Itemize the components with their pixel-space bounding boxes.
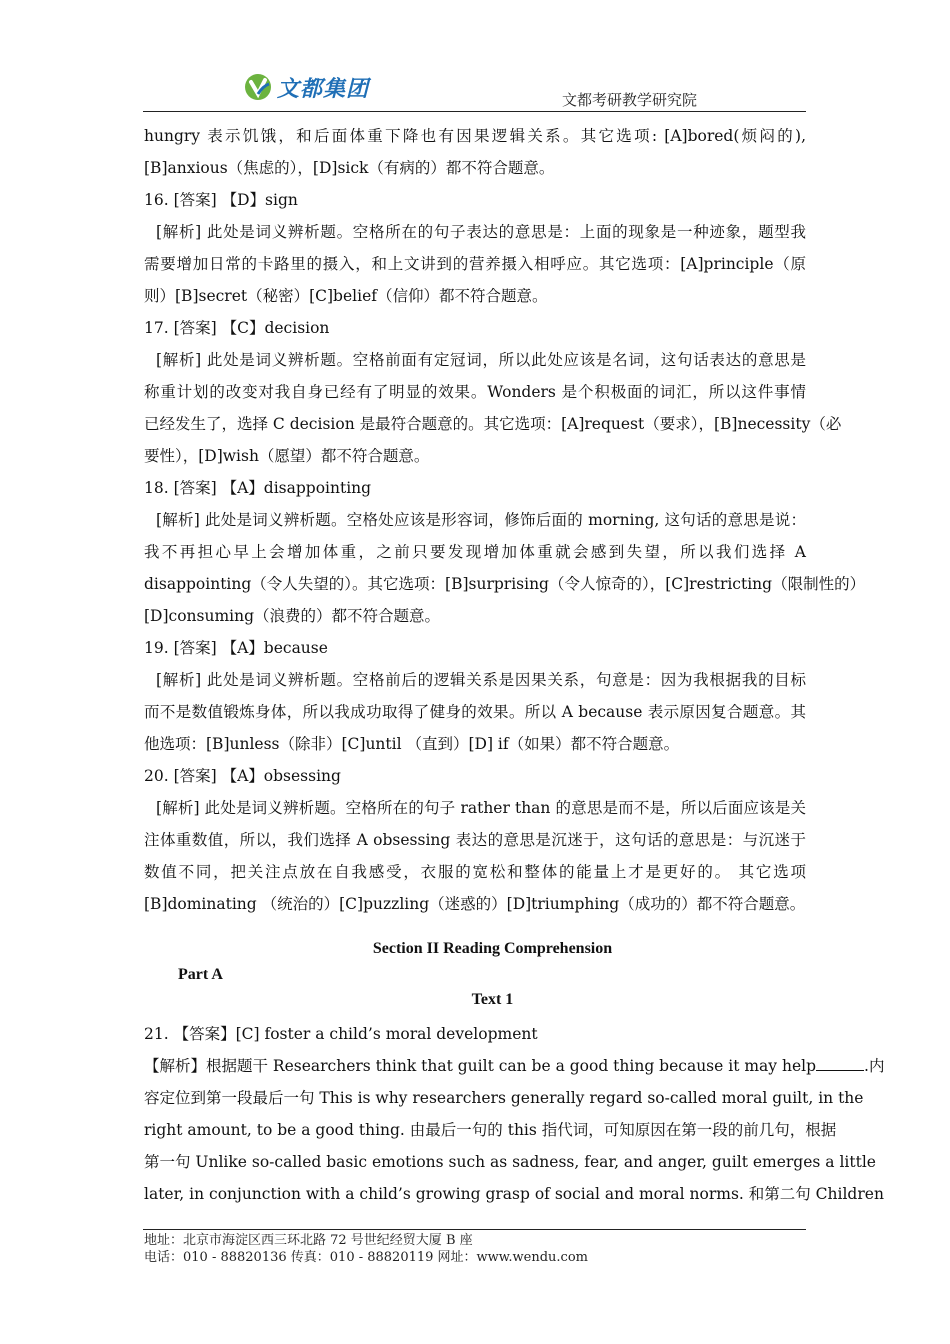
body-line: right amount, to be a good thing. 由最后一句的 this 指代词，可知原因在第一段的前几句，根据 <box>144 1121 837 1139</box>
body-line: 注体重数值，所以，我们选择 A obsessing 表达的意思是沉迷于，这句话的意思是：与沉迷于 <box>144 831 806 849</box>
body-line: 第一句 Unlike so-called basic emotions such as sadness, fear, and anger, guilt emerges a little <box>144 1153 876 1171</box>
body-line: [解析] 此处是词义辨析题。空格前后的逻辑关系是因果关系，句意是：因为我根据我的目标 <box>156 671 806 689</box>
analysis-start-text: 【解析】根据题干 Researchers think that guilt can be a good thing because it may help <box>144 1057 817 1075</box>
footer-divider <box>143 1229 806 1230</box>
footer-contact: 电话：010 - 88820136 传真：010 - 88820119 网址：www.wendu.com <box>144 1250 588 1265</box>
footer-address: 地址：北京市海淀区西三环北路 72 号世纪经贸大厦 B 座 <box>144 1233 473 1248</box>
question-21-analysis <box>144 1018 885 1210</box>
body-line: later, in conjunction with a child’s growing grasp of social and moral norms. 和第二句 Children <box>144 1185 884 1203</box>
body-line: disappointing（令人失望的）。其它选项：[B]surprising（令人惊奇的），[C]restricting（限制性的） <box>144 575 866 593</box>
body-line: 要性），[D]wish（愿望）都不符合题意。 <box>144 447 430 465</box>
answer-line-21: 21. 【答案】[C] foster a child’s moral development <box>144 1025 538 1043</box>
answer-line-17: 17. [答案] 【C】decision <box>144 319 330 337</box>
footer <box>144 1232 588 1266</box>
body-line: [解析] 此处是词义辨析题。空格所在的句子表达的意思是：上面的现象是一种迹象，题型我 <box>156 223 806 241</box>
body-line: [B]anxious（焦虑的），[D]sick（有病的）都不符合题意。 <box>144 159 555 177</box>
fill-blank <box>816 1056 864 1071</box>
answer-analysis-body <box>144 120 866 920</box>
text-title: Text 1 <box>471 991 514 1008</box>
institute-name: 文都考研教学研究院 <box>562 91 698 109</box>
wendu-logo-icon <box>243 72 273 102</box>
body-line: 称重计划的改变对我自身已经有了明显的效果。Wonders 是个积极面的词汇，所以这件事情 <box>144 383 806 401</box>
body-line: [解析] 此处是词义辨析题。空格前面有定冠词，所以此处应该是名词，这句话表达的意思是 <box>156 351 806 369</box>
header-divider <box>143 111 806 112</box>
answer-line-19: 19. [答案] 【A】because <box>144 639 328 657</box>
body-line: 已经发生了，选择 C decision 是最符合题意的。其它选项：[A]request（要求），[B]necessity（必 <box>144 415 842 433</box>
company-logo <box>243 70 369 104</box>
body-line: 他选项：[B]unless（除非）[C]until （直到）[D] if（如果）都不符合题意。 <box>144 735 680 753</box>
body-line: [解析] 此处是词义辨析题。空格所在的句子 rather than 的意思是而不是，所以后面应该是关 <box>156 799 806 817</box>
body-line: 而不是数值锻炼身体，所以我成功取得了健身的效果。所以 A because 表示原因复合题意。其 <box>144 703 806 721</box>
body-line: hungry 表示饥饿，和后面体重下降也有因果逻辑关系。其它选项: [A]bored(烦闷的), <box>144 127 806 145</box>
answer-line-20: 20. [答案] 【A】obsessing <box>144 767 341 785</box>
body-line: [B]dominating （统治的）[C]puzzling（迷惑的）[D]triumphing（成功的）都不符合题意。 <box>144 895 806 913</box>
analysis-blank-suffix: .内 <box>864 1057 885 1075</box>
logo-text: 文都集团 <box>277 76 370 102</box>
section-title: Section II Reading Comprehension <box>372 940 613 957</box>
body-line: 需要增加日常的卡路里的摄入，和上文讲到的营养摄入相呼应。其它选项：[A]principle（原 <box>144 255 806 273</box>
part-title: Part A <box>178 966 223 983</box>
body-line: [D]consuming（浪费的）都不符合题意。 <box>144 607 441 625</box>
body-line: [解析] 此处是词义辨析题。空格处应该是形容词，修饰后面的 morning, 这句话的意思是说： <box>156 511 806 529</box>
answer-line-16: 16. [答案] 【D】sign <box>144 191 298 209</box>
body-line: 容定位到第一段最后一句 This is why researchers generally regard so-called moral guilt, in the <box>144 1089 864 1107</box>
body-line: 数值不同，把关注点放在自我感受，衣服的宽松和整体的能量上才是更好的。 其它选项 <box>144 863 806 881</box>
answer-line-18: 18. [答案] 【A】disappointing <box>144 479 372 497</box>
analysis-first-line <box>144 1050 885 1082</box>
body-line: 我不再担心早上会增加体重，之前只要发现增加体重就会感到失望，所以我们选择 A <box>144 543 806 561</box>
body-line: 则）[B]secret（秘密）[C]belief（信仰）都不符合题意。 <box>144 287 548 305</box>
